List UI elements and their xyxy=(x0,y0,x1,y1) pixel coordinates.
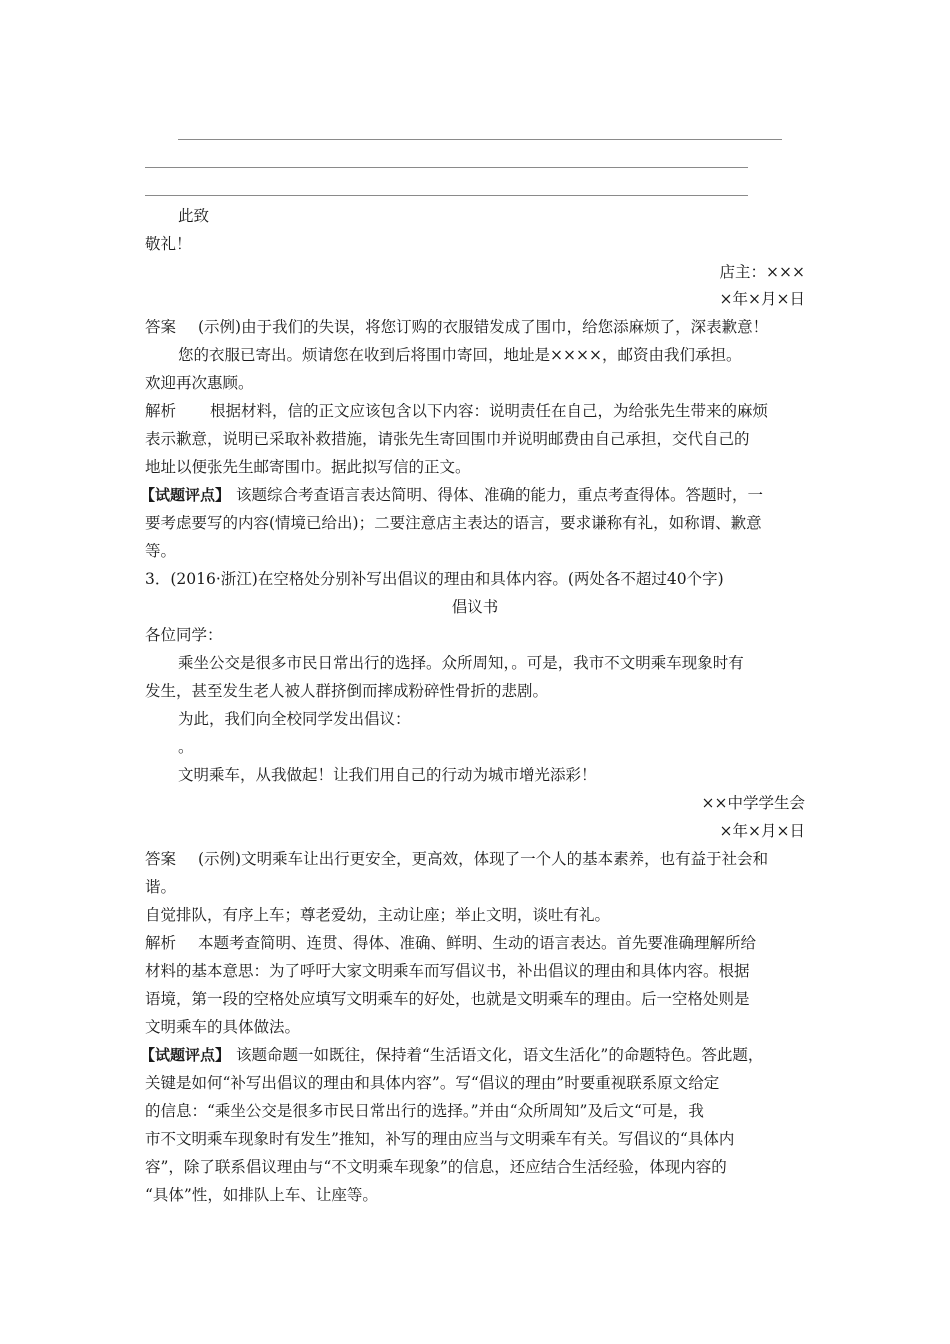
analysis-text: 材料的基本意思：为了呼吁大家文明乘车而写倡议书，补出倡议的理由和具体内容。根据 xyxy=(145,962,750,980)
analysis-label: 解析 xyxy=(145,934,177,952)
letter-salute: 敬礼！ xyxy=(145,235,192,253)
answer-text: 自觉排队，有序上车；尊老爱幼，主动让座；举止文明，谈吐有礼。 xyxy=(145,906,611,924)
letter-signer: 店主：××× xyxy=(719,263,805,281)
proposal-paragraph: 为此，我们向全校同学发出倡议： xyxy=(178,710,411,728)
letter-date: ×年×月×日 xyxy=(719,290,805,308)
comment-text: 该题命题一如既往，保持着“生活语文化，语文生活化”的命题特色。答此题， xyxy=(236,1046,764,1064)
comment-text: 市不文明乘车现象时有发生”推知，补写的理由应当与文明乘车有关。写倡议的“具体内 xyxy=(145,1130,735,1148)
analysis-text: 地址以便张先生邮寄围巾。据此拟写信的正文。 xyxy=(145,458,471,476)
answer-label: 答案 xyxy=(145,318,177,336)
question-text: 3．(2016·浙江)在空格处分别补写出倡议的理由和具体内容。(两处各不超过40个字) xyxy=(145,570,724,588)
analysis-text: 文明乘车的具体做法。 xyxy=(145,1018,301,1036)
proposal-paragraph: 发生，甚至发生老人被人群挤倒而摔成粉碎性骨折的悲剧。 xyxy=(145,682,549,700)
comment-text: “具体”性，如排队上车、让座等。 xyxy=(145,1186,378,1204)
answer-text: (示例)由于我们的失误，将您订购的衣服错发成了围巾，给您添麻烦了，深表歉意！ xyxy=(198,318,769,336)
proposal-paragraph: 乘坐公交是很多市民日常出行的选择。众所周知，。可是，我市不文明乘车现象时有 xyxy=(178,654,744,672)
blank-writing-line xyxy=(178,139,782,140)
analysis-text: 表示歉意，说明已采取补救措施，请张先生寄回围巾并说明邮费由自己承担，交代自己的 xyxy=(145,430,750,448)
answer-text: 您的衣服已寄出。烦请您在收到后将围巾寄回，地址是××××，邮资由我们承担。 xyxy=(178,346,742,364)
analysis-text: 本题考查简明、连贯、得体、准确、鲜明、生动的语言表达。首先要准确理解所给 xyxy=(198,934,757,952)
comment-label: 【试题评点】 xyxy=(140,486,231,504)
comment-text: 等。 xyxy=(145,542,177,560)
comment-text: 关键是如何“补写出倡议的理由和具体内容”。写“倡议的理由”时要重视联系原文给定 xyxy=(145,1074,720,1092)
analysis-text: 根据材料，信的正文应该包含以下内容：说明责任在自己，为给张先生带来的麻烦 xyxy=(210,402,769,420)
proposal-date: ×年×月×日 xyxy=(719,822,805,840)
answer-text: (示例)文明乘车让出行更安全，更高效，体现了一个人的基本素养，也有益于社会和 xyxy=(198,850,769,868)
proposal-paragraph: 文明乘车，从我做起！让我们用自己的行动为城市增光添彩！ xyxy=(178,766,597,784)
blank-writing-line xyxy=(145,167,748,168)
letter-closing: 此致 xyxy=(178,207,210,225)
proposal-paragraph: 。 xyxy=(178,738,194,756)
answer-text: 谐。 xyxy=(145,878,177,896)
answer-label: 答案 xyxy=(145,850,177,868)
comment-text: 的信息：“乘坐公交是很多市民日常出行的选择。”并由“众所周知”及后文“可是，我 xyxy=(145,1102,704,1120)
comment-text: 该题综合考查语言表达简明、得体、准确的能力，重点考查得体。答题时，一 xyxy=(236,486,764,504)
analysis-text: 语境，第一段的空格处应填写文明乘车的好处，也就是文明乘车的理由。后一空格处则是 xyxy=(145,990,750,1008)
comment-text: 容”，除了联系倡议理由与“不文明乘车现象”的信息，还应结合生活经验，体现内容的 xyxy=(145,1158,727,1176)
blank-writing-line xyxy=(145,195,748,196)
answer-text: 欢迎再次惠顾。 xyxy=(145,374,254,392)
analysis-label: 解析 xyxy=(145,402,177,420)
proposal-title: 倡议书 xyxy=(451,598,499,616)
comment-text: 要考虑要写的内容(情境已给出)；二要注意店主表达的语言，要求谦称有礼，如称谓、歉意 xyxy=(145,514,762,532)
proposal-salutation: 各位同学： xyxy=(145,626,223,644)
comment-label: 【试题评点】 xyxy=(140,1046,231,1064)
proposal-signer: ××中学学生会 xyxy=(701,794,805,812)
